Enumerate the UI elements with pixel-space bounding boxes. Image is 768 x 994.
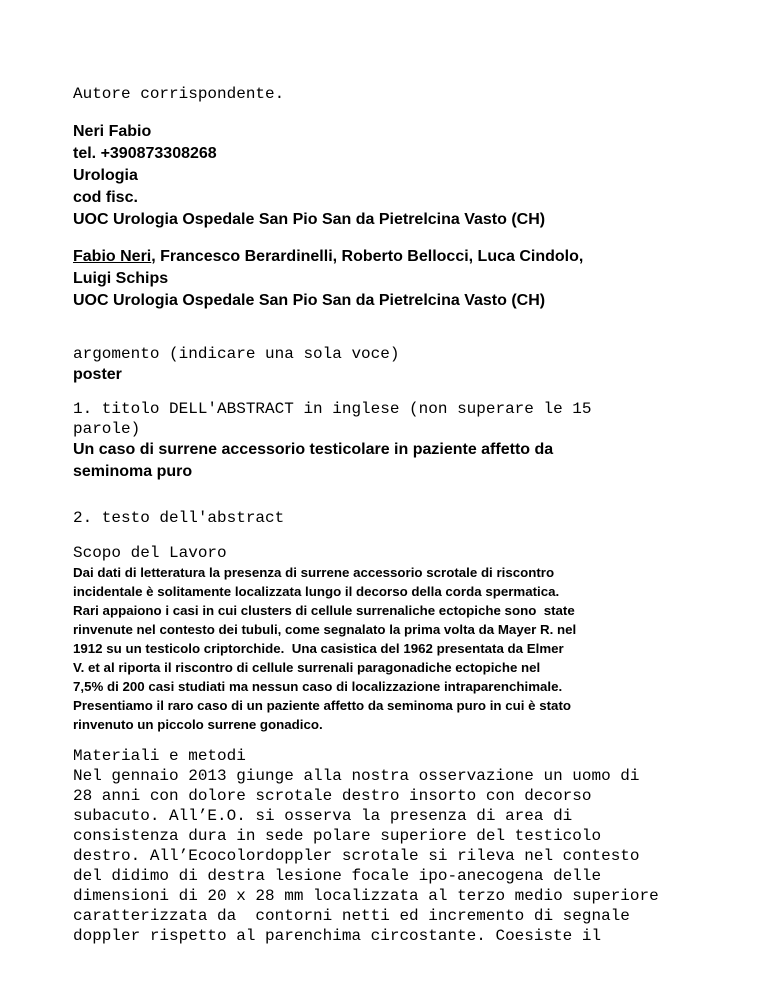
methods-section bbox=[73, 746, 659, 946]
corresponding-author-block bbox=[73, 121, 545, 231]
scope-heading: Scopo del Lavoro bbox=[73, 544, 227, 562]
author-department: Urologia bbox=[73, 167, 138, 184]
paragraph-line: dimensioni di 20 x 28 mm localizzata al terzo medio superiore bbox=[73, 887, 659, 905]
paragraph-line: incidentale è solitamente localizzata lungo il decorso della corda spermatica. bbox=[73, 584, 560, 599]
paragraph-line: destro. All’Ecocolordoppler scrotale si rileva nel contesto bbox=[73, 847, 640, 865]
topic-value: poster bbox=[73, 366, 122, 383]
paragraph-line: doppler rispetto al parenchima circostante. Coesiste il bbox=[73, 927, 602, 945]
author-name: Neri Fabio bbox=[73, 123, 152, 140]
paragraph-line: rinvenute nel contesto dei tubuli, come segnalato la prima volta da Mayer R. nel bbox=[73, 622, 577, 637]
author-affiliation: UOC Urologia Ospedale San Pio San da Pietrelcina Vasto (CH) bbox=[73, 211, 546, 228]
paragraph-line: Presentiamo il raro caso di un paziente affetto da seminoma puro in cui è stato bbox=[73, 698, 572, 713]
corresponding-author-label: Autore corrispondente. bbox=[73, 85, 285, 103]
title-section bbox=[73, 399, 591, 483]
author-phone: tel. +390873308268 bbox=[73, 145, 217, 162]
paragraph-line: 1912 su un testicolo criptorchide. Una casistica del 1962 presentata da Elmer bbox=[73, 641, 564, 656]
title-label-line-2: parole) bbox=[73, 420, 141, 438]
first-author: Fabio Neri bbox=[73, 248, 152, 265]
paragraph-line: Dai dati di letteratura la presenza di surrene accessorio scrotale di riscontro bbox=[73, 565, 555, 580]
authors-affiliation: UOC Urologia Ospedale San Pio San da Pietrelcina Vasto (CH) bbox=[73, 292, 546, 309]
authors-line-1 bbox=[73, 246, 583, 268]
author-tax-code: cod fisc. bbox=[73, 189, 138, 206]
paragraph-line: 7,5% di 200 casi studiati ma nessun caso di localizzazione intraparenchimale. bbox=[73, 679, 563, 694]
abstract-title-line-1: Un caso di surrene accessorio testicolare in paziente affetto da bbox=[73, 441, 554, 458]
topic-section bbox=[73, 344, 399, 386]
abstract-text-label: 2. testo dell'abstract bbox=[73, 509, 285, 527]
abstract-title-line-2: seminoma puro bbox=[73, 463, 193, 480]
authors-line-2: Luigi Schips bbox=[73, 270, 169, 287]
co-authors: , Francesco Berardinelli, Roberto Bellocci, Luca Cindolo, bbox=[151, 248, 584, 265]
paragraph-line: Nel gennaio 2013 giunge alla nostra osservazione un uomo di bbox=[73, 767, 640, 785]
scope-paragraph bbox=[73, 563, 576, 734]
scope-section bbox=[73, 543, 576, 734]
paragraph-line: rinvenuto un piccolo surrene gonadico. bbox=[73, 717, 323, 732]
paragraph-line: 28 anni con dolore scrotale destro insorto con decorso bbox=[73, 787, 592, 805]
authors-block bbox=[73, 246, 583, 312]
methods-paragraph bbox=[73, 766, 659, 946]
paragraph-line: subacuto. All’E.O. si osserva la presenza di area di bbox=[73, 807, 573, 825]
paragraph-line: caratterizzata da contorni netti ed incremento di segnale bbox=[73, 907, 630, 925]
title-label-line-1: 1. titolo DELL'ABSTRACT in inglese (non superare le 15 bbox=[73, 400, 592, 418]
paragraph-line: del didimo di destra lesione focale ipo-anecogena delle bbox=[73, 867, 602, 885]
methods-heading: Materiali e metodi bbox=[73, 747, 246, 765]
topic-label: argomento (indicare una sola voce) bbox=[73, 345, 400, 363]
paragraph-line: Rari appaiono i casi in cui clusters di cellule surrenaliche ectopiche sono state bbox=[73, 603, 575, 618]
paragraph-line: consistenza dura in sede polare superiore del testicolo bbox=[73, 827, 602, 845]
paragraph-line: V. et al riporta il riscontro di cellule surrenali paragonadiche ectopiche nel bbox=[73, 660, 541, 675]
